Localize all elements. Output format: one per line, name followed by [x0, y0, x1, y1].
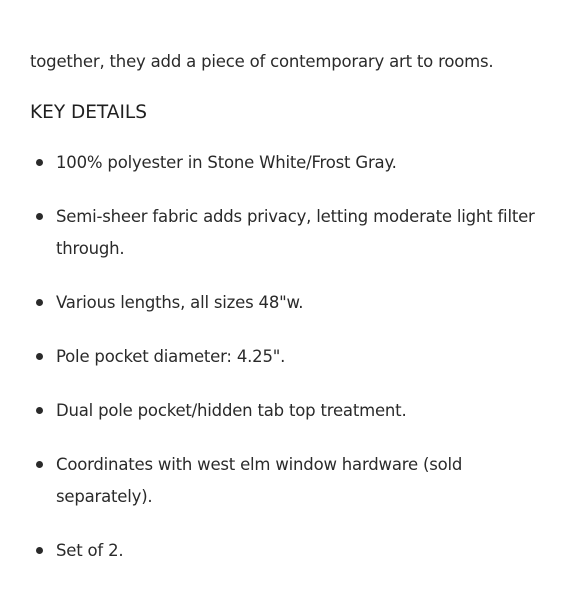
list-item [30, 201, 560, 265]
bullet-icon [36, 547, 43, 554]
list-item [30, 147, 560, 179]
bullet-icon [36, 353, 43, 360]
list-item [30, 535, 560, 567]
key-details-list [30, 147, 560, 589]
list-item-text: Set of 2. [56, 541, 124, 560]
intro-text: together, they add a piece of contemporary art to rooms. [30, 52, 494, 71]
bullet-icon [36, 407, 43, 414]
list-item [30, 287, 560, 319]
list-item-text: 100% polyester in Stone White/Frost Gray. [56, 153, 397, 172]
list-item-text: Pole pocket diameter: 4.25". [56, 347, 286, 366]
bullet-icon [36, 159, 43, 166]
list-item [30, 341, 560, 373]
bullet-icon [36, 213, 43, 220]
list-item [30, 449, 560, 513]
bullet-icon [36, 461, 43, 468]
list-item-text: Coordinates with west elm window hardware (sold separately). [56, 455, 463, 506]
list-item-text: Semi-sheer fabric adds privacy, letting moderate light filter through. [56, 207, 535, 258]
list-item [30, 395, 560, 427]
bullet-icon [36, 299, 43, 306]
key-details-heading: KEY DETAILS [30, 102, 147, 123]
list-item-text: Dual pole pocket/hidden tab top treatment. [56, 401, 407, 420]
list-item-text: Various lengths, all sizes 48"w. [56, 293, 304, 312]
product-description [30, 50, 560, 560]
